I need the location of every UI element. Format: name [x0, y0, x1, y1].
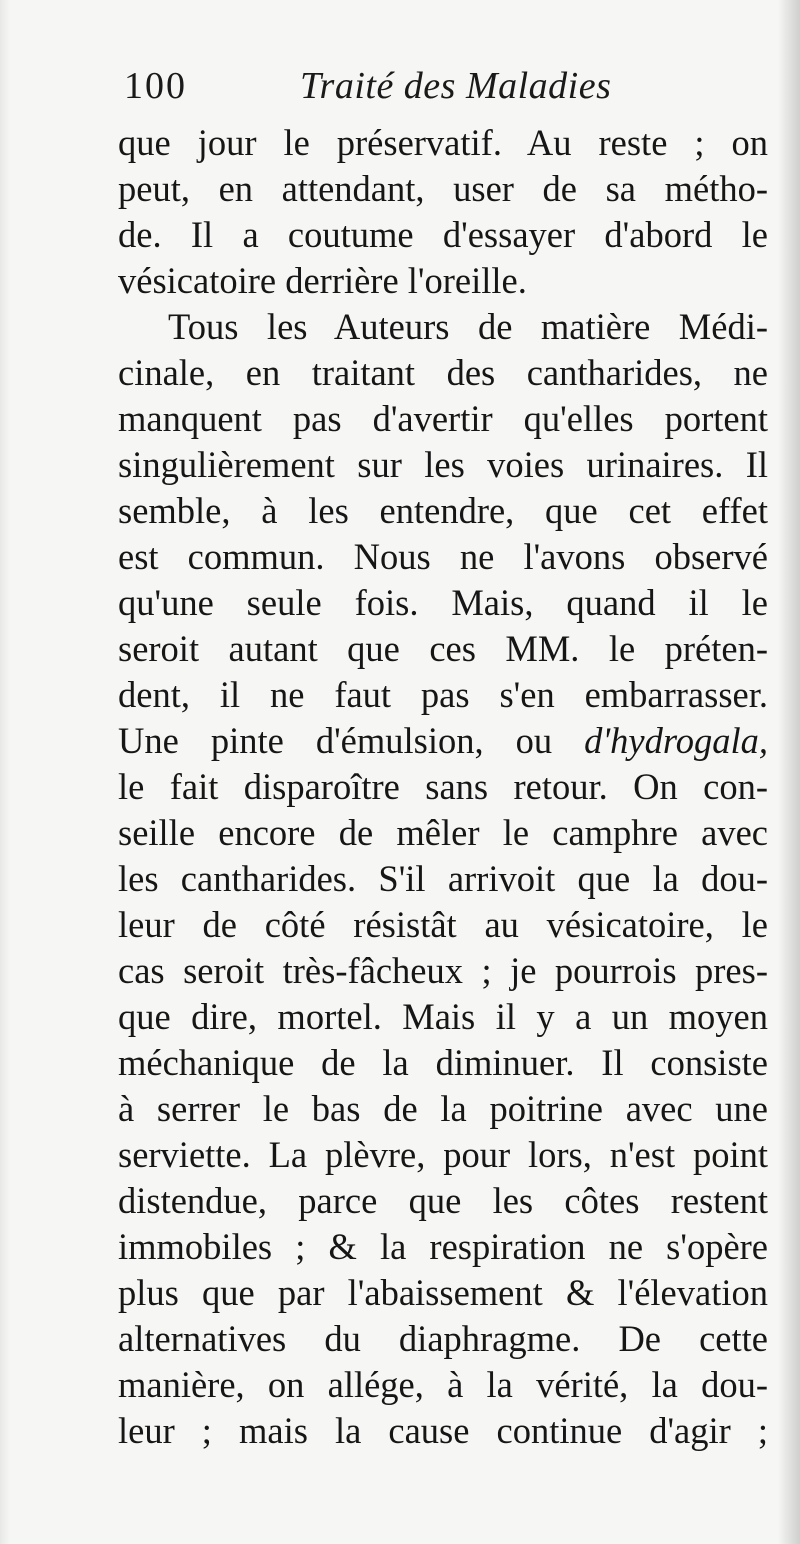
text-line: seroit autant que ces MM. le préten-: [118, 628, 768, 669]
text-line-with-italic: [118, 718, 768, 764]
text-line: méchanique de la diminuer. Il consiste: [118, 1042, 768, 1083]
body-text: [118, 120, 768, 1454]
text-line: seille encore de mêler le camphre avec: [118, 812, 768, 853]
text-line: cinale, en traitant des cantharides, ne: [118, 352, 768, 393]
text-line: que jour le préservatif. Au reste ; on: [118, 122, 768, 163]
page-left-edge: [0, 0, 10, 1544]
text-line: le fait disparoître sans retour. On con-: [118, 766, 768, 807]
text-line: immobiles ; & la respiration ne s'opère: [118, 1226, 768, 1267]
text-line: leur de côté résistât au vésicatoire, le: [118, 904, 768, 945]
text-line: à serrer le bas de la poitrine avec une: [118, 1088, 768, 1129]
text-line: que dire, mortel. Mais il y a un moyen: [118, 996, 768, 1037]
text-line: vésicatoire derrière l'oreille.: [118, 260, 527, 301]
text-line: semble, à les entendre, que cet effet: [118, 490, 768, 531]
page-number: 100: [124, 65, 187, 107]
text-segment: Une pinte d'émulsion, ou: [118, 720, 553, 761]
text-line: serviette. La plèvre, pour lors, n'est point: [118, 1134, 768, 1175]
page-header: [124, 64, 764, 114]
text-line: manquent pas d'avertir qu'elles portent: [118, 398, 768, 439]
text-line: cas seroit très-fâcheux ; je pourrois pres-: [118, 950, 768, 991]
text-line: de. Il a coutume d'essayer d'abord le: [118, 214, 768, 255]
italic-term: d'hydrogala,: [584, 720, 768, 761]
text-line: plus que par l'abaissement & l'élevation: [118, 1272, 768, 1313]
text-line: distendue, parce que les côtes restent: [118, 1180, 768, 1221]
text-line: singulièrement sur les voies urinaires. Il: [118, 444, 768, 485]
text-line: les cantharides. S'il arrivoit que la dou-: [118, 858, 768, 899]
text-line: peut, en attendant, user de sa métho-: [118, 168, 768, 209]
text-line: est commun. Nous ne l'avons observé: [118, 536, 768, 577]
text-line: manière, on allége, à la vérité, la dou-: [118, 1364, 768, 1405]
text-line: alternatives du diaphragme. De cette: [118, 1318, 768, 1359]
text-line: leur ; mais la cause continue d'agir ;: [118, 1410, 768, 1451]
running-title: Traité des Maladies: [300, 65, 612, 107]
page-gutter-shadow: [778, 0, 800, 1544]
paragraph-start-line: Tous les Auteurs de matière Médi-: [168, 306, 768, 347]
text-line: dent, il ne faut pas s'en embarrasser.: [118, 674, 768, 715]
text-line: qu'une seule fois. Mais, quand il le: [118, 582, 768, 623]
